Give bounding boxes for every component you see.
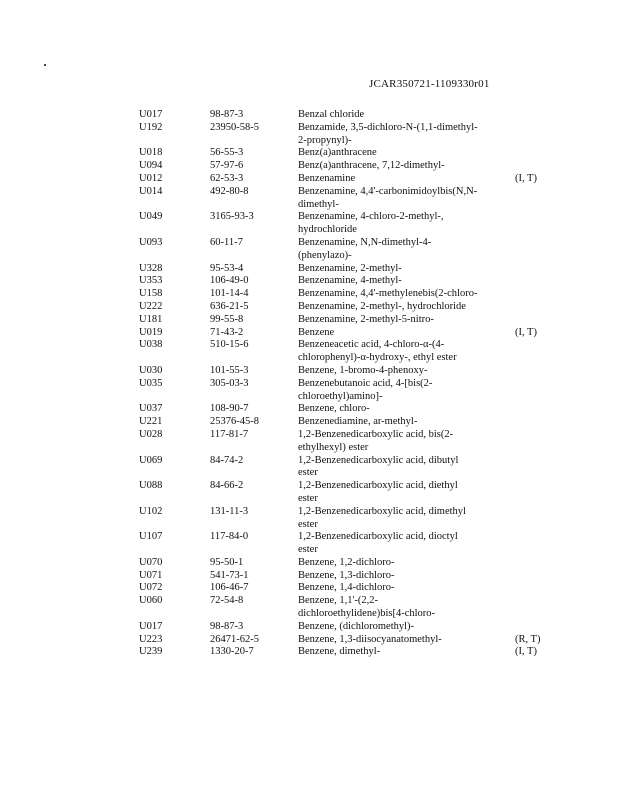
substance-name-line: chlorophenyl)-α-hydroxy-, ethyl ester	[298, 352, 457, 364]
substance-name-line: Benzene, chloro-	[298, 403, 370, 415]
substance-name-line: 1,2-Benzenedicarboxylic acid, dioctyl	[298, 531, 458, 543]
waste-code: U012	[139, 172, 163, 184]
substance-name	[298, 480, 510, 506]
cas-number: 99-55-8	[210, 313, 244, 325]
waste-code: U221	[139, 416, 163, 428]
waste-code: U028	[139, 428, 163, 440]
substance-name	[298, 582, 510, 595]
table-row	[0, 531, 618, 557]
substance-name-line: chloroethyl)amino]-	[298, 390, 383, 402]
waste-code: U328	[139, 262, 163, 274]
cas-number: 101-55-3	[210, 364, 249, 376]
table-row	[0, 365, 618, 378]
substance-name-line: 1,2-Benzenedicarboxylic acid, dibutyl	[298, 454, 459, 466]
waste-code: U069	[139, 454, 163, 466]
cas-number: 56-55-3	[210, 147, 244, 159]
substance-name-line: dimethyl-	[298, 198, 339, 210]
table-row	[0, 301, 618, 314]
substance-name	[298, 634, 510, 647]
substance-name-line: Benzenamine, 4-chloro-2-methyl-,	[298, 211, 444, 223]
table-row	[0, 582, 618, 595]
cas-number: 108-90-7	[210, 403, 249, 415]
table-row	[0, 506, 618, 532]
substance-name-line: Benzene, 1,3-diisocyanatomethyl-	[298, 633, 442, 645]
hazardous-waste-table	[0, 109, 618, 659]
substance-name-line: Benzenediamine, ar-methyl-	[298, 416, 418, 428]
substance-name-line: ester	[298, 467, 318, 479]
cas-number: 98-87-3	[210, 620, 244, 632]
table-row	[0, 327, 618, 340]
waste-code: U088	[139, 480, 163, 492]
substance-name-line: hydrochloride	[298, 224, 357, 236]
waste-code: U038	[139, 339, 163, 351]
table-row	[0, 173, 618, 186]
substance-name-line: dichloroethylidene)bis[4-chloro-	[298, 608, 436, 620]
table-row	[0, 429, 618, 455]
table-row	[0, 263, 618, 276]
substance-name-line: Benz(a)anthracene, 7,12-dimethyl-	[298, 160, 445, 172]
substance-name-line: 1,2-Benzenedicarboxylic acid, dimethyl	[298, 505, 466, 517]
waste-code: U017	[139, 109, 163, 120]
cas-number: 26471-62-5	[210, 633, 259, 645]
substance-name	[298, 403, 510, 416]
table-row	[0, 480, 618, 506]
waste-code: U030	[139, 364, 163, 376]
waste-code: U070	[139, 556, 163, 568]
waste-code: U019	[139, 326, 163, 338]
cas-number: 106-49-0	[210, 275, 249, 287]
table-row	[0, 646, 618, 659]
table-row	[0, 339, 618, 365]
substance-name	[298, 531, 510, 557]
substance-name-line: Benzenamine, 4-methyl-	[298, 275, 402, 287]
substance-name-line: ester	[298, 544, 318, 556]
waste-code: U072	[139, 582, 163, 594]
substance-name	[298, 211, 510, 237]
cas-number: 305-03-3	[210, 377, 249, 389]
cas-number: 3165-93-3	[210, 211, 254, 223]
cas-number: 106-46-7	[210, 582, 249, 594]
cas-number: 117-81-7	[210, 428, 249, 440]
cas-number: 71-43-2	[210, 326, 244, 338]
substance-name	[298, 147, 510, 160]
cas-number: 541-73-1	[210, 569, 249, 581]
substance-name	[298, 314, 510, 327]
substance-name	[298, 416, 510, 429]
substance-name-line: 2-propynyl)-	[298, 134, 352, 146]
document-id: JCAR350721-1109330r01	[369, 78, 490, 90]
cas-number: 131-11-3	[210, 505, 249, 517]
substance-name-line: 1,2-Benzenedicarboxylic acid, diethyl	[298, 480, 458, 492]
waste-code: U037	[139, 403, 163, 415]
substance-name-line: Benzene, (dichloromethyl)-	[298, 620, 415, 632]
substance-name-line: Benzeneacetic acid, 4-chloro-α-(4-	[298, 339, 445, 351]
page-speck	[44, 64, 46, 66]
cas-number: 84-74-2	[210, 454, 244, 466]
waste-code: U223	[139, 633, 163, 645]
cas-number: 117-84-0	[210, 531, 249, 543]
waste-code: U071	[139, 569, 163, 581]
substance-name	[298, 378, 510, 404]
substance-name	[298, 109, 510, 122]
table-row	[0, 275, 618, 288]
substance-name	[298, 557, 510, 570]
waste-code: U107	[139, 531, 163, 543]
table-row	[0, 595, 618, 621]
substance-name	[298, 327, 510, 340]
waste-code: U239	[139, 646, 163, 658]
substance-name	[298, 275, 510, 288]
waste-code: U192	[139, 121, 163, 133]
substance-name	[298, 122, 510, 148]
substance-name-line: Benzene, 1,4-dichloro-	[298, 582, 395, 594]
substance-name-line: ester	[298, 518, 318, 530]
waste-code: U049	[139, 211, 163, 223]
cas-number: 25376-45-8	[210, 416, 259, 428]
substance-name	[298, 186, 510, 212]
table-row	[0, 160, 618, 173]
cas-number: 492-80-8	[210, 185, 249, 197]
table-row	[0, 634, 618, 647]
table-row	[0, 109, 618, 122]
table-row	[0, 570, 618, 583]
table-row	[0, 557, 618, 570]
substance-name	[298, 570, 510, 583]
substance-name-line: Benzenamine, 2-methyl-5-nitro-	[298, 313, 434, 325]
substance-name-line: ester	[298, 492, 318, 504]
table-row	[0, 211, 618, 237]
cas-number: 95-50-1	[210, 556, 244, 568]
substance-name-line: (phenylazo)-	[298, 249, 352, 261]
hazard-code: (R, T)	[515, 633, 541, 645]
substance-name-line: Benzenamine, 4,4'-carbonimidoylbis(N,N-	[298, 185, 478, 197]
cas-number: 510-15-6	[210, 339, 249, 351]
substance-name-line: Benzenebutanoic acid, 4-[bis(2-	[298, 377, 433, 389]
substance-name-line: Benzamide, 3,5-dichloro-N-(1,1-dimethyl-	[298, 121, 478, 133]
cas-number: 60-11-7	[210, 236, 243, 248]
substance-name-line: 1,2-Benzenedicarboxylic acid, bis(2-	[298, 428, 454, 440]
substance-name	[298, 301, 510, 314]
substance-name-line: Benzenamine, 2-methyl-, hydrochloride	[298, 300, 466, 312]
substance-name	[298, 429, 510, 455]
cas-number: 95-53-4	[210, 262, 244, 274]
hazard-code: (I, T)	[515, 326, 537, 338]
table-row	[0, 455, 618, 481]
substance-name-line: Benzene, 1,2-dichloro-	[298, 556, 395, 568]
cas-number: 98-87-3	[210, 109, 244, 120]
table-row	[0, 416, 618, 429]
waste-code: U102	[139, 505, 163, 517]
substance-name-line: Benzenamine, 4,4'-methylenebis(2-chloro-	[298, 288, 478, 300]
table-row	[0, 147, 618, 160]
substance-name	[298, 160, 510, 173]
substance-name-line: Benzenamine, N,N-dimethyl-4-	[298, 236, 432, 248]
substance-name-line: Benzal chloride	[298, 109, 365, 120]
waste-code: U353	[139, 275, 163, 287]
substance-name	[298, 237, 510, 263]
substance-name	[298, 595, 510, 621]
waste-code: U093	[139, 236, 163, 248]
substance-name-line: Benzene, 1-bromo-4-phenoxy-	[298, 364, 428, 376]
substance-name	[298, 365, 510, 378]
hazard-code: (I, T)	[515, 646, 537, 658]
table-row	[0, 314, 618, 327]
substance-name-line: Benzenamine	[298, 172, 356, 184]
cas-number: 1330-20-7	[210, 646, 254, 658]
substance-name	[298, 263, 510, 276]
cas-number: 72-54-8	[210, 595, 244, 607]
hazard-code: (I, T)	[515, 172, 537, 184]
table-row	[0, 122, 618, 148]
waste-code: U158	[139, 288, 163, 300]
cas-number: 101-14-4	[210, 288, 249, 300]
substance-name	[298, 339, 510, 365]
cas-number: 62-53-3	[210, 172, 244, 184]
waste-code: U094	[139, 160, 163, 172]
table-row	[0, 621, 618, 634]
substance-name-line: ethylhexyl) ester	[298, 441, 369, 453]
substance-name-line: Benzenamine, 2-methyl-	[298, 262, 402, 274]
substance-name	[298, 455, 510, 481]
substance-name	[298, 173, 510, 186]
substance-name-line: Benzene, dimethyl-	[298, 646, 381, 658]
substance-name-line: Benz(a)anthracene	[298, 147, 377, 159]
table-row	[0, 237, 618, 263]
cas-number: 57-97-6	[210, 160, 244, 172]
substance-name	[298, 288, 510, 301]
substance-name-line: Benzene	[298, 326, 335, 338]
waste-code: U018	[139, 147, 163, 159]
cas-number: 84-66-2	[210, 480, 244, 492]
table-row	[0, 186, 618, 212]
waste-code: U035	[139, 377, 163, 389]
substance-name	[298, 506, 510, 532]
substance-name	[298, 621, 510, 634]
waste-code: U060	[139, 595, 163, 607]
waste-code: U181	[139, 313, 163, 325]
waste-code: U017	[139, 620, 163, 632]
cas-number: 23950-58-5	[210, 121, 259, 133]
table-row	[0, 378, 618, 404]
table-row	[0, 403, 618, 416]
waste-code: U222	[139, 300, 163, 312]
substance-name-line: Benzene, 1,1'-(2,2-	[298, 595, 379, 607]
substance-name	[298, 646, 510, 659]
cas-number: 636-21-5	[210, 300, 249, 312]
substance-name-line: Benzene, 1,3-dichloro-	[298, 569, 395, 581]
table-row	[0, 288, 618, 301]
waste-code: U014	[139, 185, 163, 197]
